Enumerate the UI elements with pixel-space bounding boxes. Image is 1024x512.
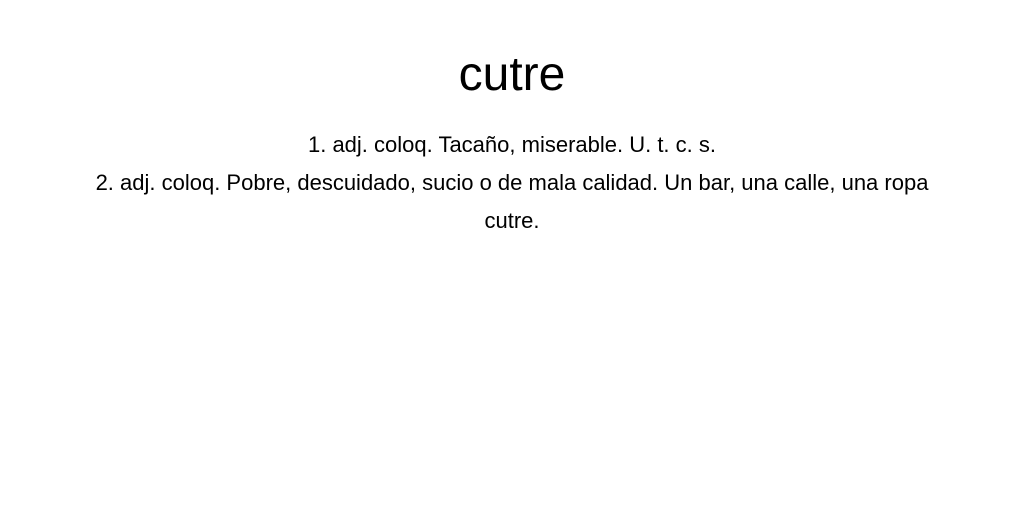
definition-2: 2. adj. coloq. Pobre, descuidado, sucio o de mala calidad. Un bar, una calle, una ropa cutre. (95, 170, 929, 233)
headword: cutre (458, 48, 566, 101)
definition-1: 1. adj. coloq. Tacaño, miserable. U. t. c. s. (307, 132, 716, 157)
definition-list (80, 126, 944, 240)
